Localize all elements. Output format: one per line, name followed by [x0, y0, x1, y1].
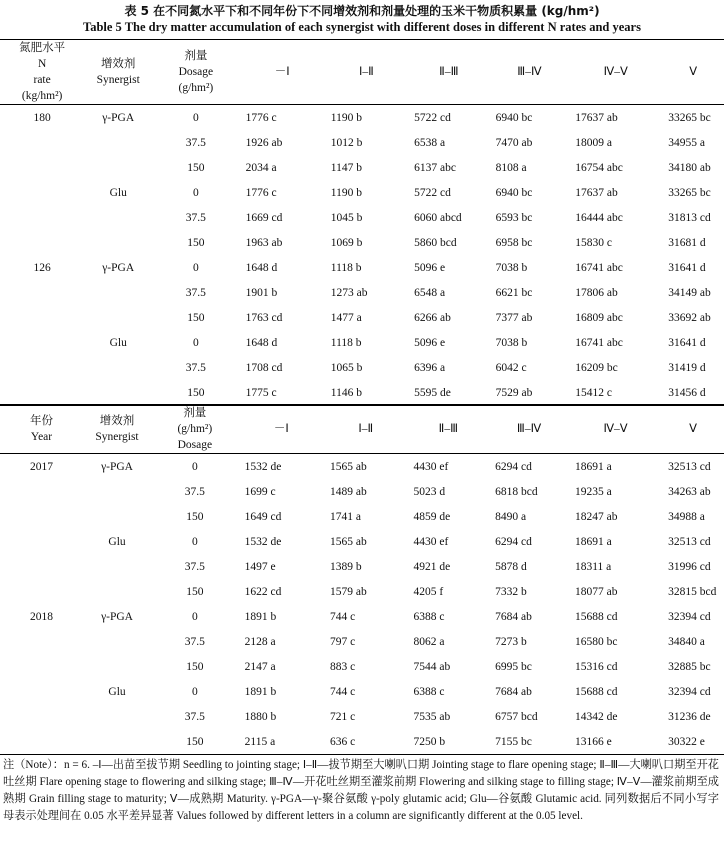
cell-dosage: 37.5	[184, 485, 205, 498]
header-stage: Ⅳ–Ⅴ	[603, 423, 628, 435]
cell-value: 1708 cd	[245, 361, 283, 374]
cell-value: 17637 ab	[575, 111, 618, 124]
cell-value: 32513 cd	[668, 535, 711, 548]
cell-group	[0, 729, 83, 755]
cell-value: 883 c	[330, 660, 356, 673]
cell-value: 6294 cd	[495, 460, 532, 473]
cell-dosage: 0	[191, 535, 198, 548]
header-synergist: 增效剂 Synergist	[95, 415, 139, 443]
header-year: 年份 Year	[30, 415, 54, 443]
cell-value: 33265 bc	[668, 111, 711, 124]
cell-value: 1118 b	[330, 261, 362, 274]
cell-group	[0, 479, 83, 504]
cell-value: 1477 a	[330, 311, 362, 324]
cell-value: 7038 b	[495, 261, 528, 274]
cell-value: 1741 a	[330, 510, 361, 523]
cell-dosage: 150	[186, 585, 204, 598]
cell-group	[0, 654, 83, 679]
cell-value: 1273 ab	[330, 286, 368, 299]
table-row	[0, 729, 724, 755]
cell-value: 14342 de	[574, 710, 618, 723]
cell-value: 2115 a	[244, 735, 276, 748]
cell-value: 34988 a	[668, 510, 705, 523]
cell-value: 31641 d	[668, 336, 706, 349]
header-stage: Ⅲ–Ⅳ	[517, 66, 542, 78]
cell-value: 6818 bcd	[495, 485, 538, 498]
cell-value: 7470 ab	[495, 136, 533, 149]
cell-value: 31813 cd	[668, 211, 711, 224]
cell-value: 6940 bc	[495, 186, 533, 199]
cell-value: 6388 c	[413, 610, 445, 623]
cell-group	[0, 704, 83, 729]
cell-value: 15830 c	[575, 236, 612, 249]
cell-value: 32885 bc	[668, 660, 711, 673]
cell-group: 126	[33, 261, 51, 274]
cell-value: 1926 ab	[245, 136, 283, 149]
cell-value: 32394 cd	[668, 685, 711, 698]
cell-value: 18311 a	[574, 560, 612, 573]
cell-value: 5860 bcd	[414, 236, 457, 249]
header-stage: Ⅲ–Ⅳ	[516, 423, 542, 435]
header-dosage: 剂量 Dosage (g/hm²)	[178, 50, 214, 94]
cell-synergist	[84, 355, 152, 380]
cell-value: 16809 abc	[575, 311, 623, 324]
table-title-en: Table 5 The dry matter accumulation of each synergist with different doses in different N rates and years	[83, 20, 641, 34]
cell-value: 1699 c	[244, 485, 276, 498]
cell-value: 7544 ab	[413, 660, 451, 673]
cell-dosage: 0	[192, 186, 199, 199]
cell-value: 1118 b	[330, 336, 362, 349]
cell-value: 1669 cd	[245, 211, 283, 224]
cell-value: 8062 a	[413, 635, 445, 648]
table-row	[0, 305, 724, 330]
header-dosage: 剂量 (g/hm²) Dosage	[177, 407, 213, 451]
cell-value: 5096 e	[414, 336, 446, 349]
cell-value: 4430 ef	[413, 535, 449, 548]
header-synergist: 增效剂 Synergist	[96, 58, 140, 86]
cell-group	[0, 130, 84, 155]
cell-value: 7684 ab	[495, 610, 532, 623]
cell-value: 744 c	[330, 685, 356, 698]
cell-value: 8490 a	[495, 510, 527, 523]
cell-value: 1775 c	[245, 386, 277, 399]
table-row	[0, 554, 724, 579]
table-title-cn: 表 5 在不同氮水平下和不同年份下不同增效剂和剂量处理的玉米干物质积累量 (kg/hm²)	[124, 4, 600, 18]
cell-value: 19235 a	[574, 485, 612, 498]
cell-value: 744 c	[330, 610, 356, 623]
cell-dosage: 150	[187, 386, 205, 399]
cell-value: 1649 cd	[244, 510, 282, 523]
cell-synergist	[84, 280, 152, 305]
cell-synergist: Glu	[109, 336, 127, 349]
cell-value: 15688 cd	[574, 685, 618, 698]
header-stage: Ⅱ–Ⅲ	[439, 66, 459, 78]
cell-dosage: 37.5	[185, 286, 206, 299]
cell-synergist	[84, 130, 152, 155]
cell-value: 1489 ab	[330, 485, 367, 498]
cell-value: 33265 bc	[668, 186, 711, 199]
cell-value: 1891 b	[244, 610, 277, 623]
cell-value: 1069 b	[330, 236, 363, 249]
cell-synergist: Glu	[108, 535, 126, 548]
cell-synergist	[83, 629, 151, 654]
cell-dosage: 150	[186, 510, 204, 523]
cell-value: 4859 de	[413, 510, 451, 523]
cell-group	[0, 629, 83, 654]
cell-value: 6060 abcd	[414, 211, 462, 224]
cell-group	[0, 679, 83, 704]
cell-value: 6548 a	[414, 286, 446, 299]
cell-synergist	[84, 380, 152, 406]
cell-value: 6940 bc	[495, 111, 533, 124]
cell-value: 797 c	[330, 635, 356, 648]
cell-value: 34149 ab	[668, 286, 711, 299]
table-row	[0, 255, 724, 280]
cell-synergist: Glu	[109, 186, 127, 199]
header-n-rate: 氮肥水平 N rate (kg/hm²)	[19, 42, 66, 102]
table-row	[0, 230, 724, 255]
table-footnote: 注（Note）：n = 6. –Ⅰ—出苗至拔节期 Seedling to jointing stage; Ⅰ–Ⅱ—拔节期至大喇叭口期 Jointing stage to flare opening stage; Ⅱ–Ⅲ—大喇叭口期至开花吐丝期 Flare opening stage to flowering and silking stage; Ⅲ–Ⅳ—开花吐丝期至灌浆前期 Flowering and silking stage to filling stage; Ⅳ–Ⅴ—灌浆前期至成熟期 Grain filling stage to maturity; Ⅴ—成熟期 Maturity. γ-PGA—γ-聚谷氨酸 γ-poly glutamic acid; Glu—谷氨酸 Glutamic acid. 同列数据后不同小写字母表示处理间在 0.05 水平差异显著 Values followed by different letters in a column are significantly different at the 0.05 level.	[3, 759, 719, 822]
cell-group	[0, 355, 84, 380]
cell-value: 31996 cd	[668, 560, 711, 573]
cell-value: 15412 c	[575, 386, 612, 399]
cell-value: 1497 e	[244, 560, 276, 573]
cell-value: 1190 b	[330, 111, 362, 124]
cell-value: 1648 d	[245, 261, 278, 274]
cell-group	[0, 380, 84, 406]
cell-value: 1389 b	[330, 560, 362, 573]
table-row	[0, 704, 724, 729]
table-row	[0, 679, 724, 704]
cell-value: 1763 cd	[245, 311, 283, 324]
table-row	[0, 454, 724, 480]
header-stage: Ⅱ–Ⅲ	[438, 423, 458, 435]
cell-value: 17637 ab	[575, 186, 618, 199]
cell-synergist	[83, 554, 151, 579]
cell-group	[0, 205, 84, 230]
cell-value: 16754 abc	[575, 161, 623, 174]
cell-synergist	[84, 305, 152, 330]
header-stage: Ⅰ–Ⅱ	[358, 423, 374, 435]
cell-value: 1622 cd	[244, 585, 282, 598]
cell-group: 2017	[30, 460, 54, 473]
cell-value: 5023 d	[413, 485, 446, 498]
cell-value: 1190 b	[330, 186, 362, 199]
table-row	[0, 155, 724, 180]
cell-value: 18691 a	[574, 535, 612, 548]
cell-value: 34180 ab	[668, 161, 711, 174]
cell-value: 4430 ef	[413, 460, 449, 473]
cell-dosage: 37.5	[185, 361, 206, 374]
table-row	[0, 504, 724, 529]
cell-value: 6042 c	[495, 361, 527, 374]
cell-value: 7377 ab	[495, 311, 533, 324]
cell-synergist: γ-PGA	[102, 261, 135, 274]
cell-value: 31419 d	[668, 361, 706, 374]
cell-value: 1565 ab	[330, 535, 367, 548]
table-row	[0, 654, 724, 679]
cell-group	[0, 504, 83, 529]
cell-value: 32815 bcd	[668, 585, 717, 598]
cell-value: 34955 a	[668, 136, 705, 149]
cell-synergist: γ-PGA	[101, 610, 133, 623]
cell-value: 6995 bc	[495, 660, 532, 673]
cell-value: 7535 ab	[413, 710, 451, 723]
cell-value: 2034 a	[245, 161, 277, 174]
cell-value: 6538 a	[414, 136, 446, 149]
table-row	[0, 579, 724, 604]
cell-value: 636 c	[330, 735, 356, 748]
cell-value: 5878 d	[495, 560, 527, 573]
cell-value: 5595 de	[414, 386, 451, 399]
cell-synergist	[83, 704, 151, 729]
cell-value: 721 c	[330, 710, 356, 723]
cell-value: 16444 abc	[575, 211, 623, 224]
table-n-rate	[0, 39, 724, 406]
cell-group	[0, 554, 83, 579]
table-row	[0, 330, 724, 355]
table-row	[0, 180, 724, 205]
cell-synergist	[83, 504, 151, 529]
cell-value: 6137 abc	[414, 161, 456, 174]
cell-value: 34840 a	[668, 635, 705, 648]
table-row	[0, 280, 724, 305]
cell-dosage: 37.5	[185, 211, 206, 224]
cell-value: 1532 de	[244, 460, 282, 473]
cell-dosage: 150	[187, 311, 205, 324]
cell-value: 15688 cd	[574, 610, 618, 623]
table-row	[0, 529, 724, 554]
cell-value: 32394 cd	[668, 610, 711, 623]
cell-synergist: γ-PGA	[102, 111, 135, 124]
cell-value: 6958 bc	[495, 236, 533, 249]
cell-value: 7684 ab	[495, 685, 532, 698]
cell-dosage: 37.5	[184, 560, 205, 573]
cell-value: 32513 cd	[668, 460, 711, 473]
cell-value: 1045 b	[330, 211, 363, 224]
cell-value: 6593 bc	[495, 211, 533, 224]
cell-value: 1963 ab	[245, 236, 283, 249]
cell-value: 1146 b	[330, 386, 362, 399]
cell-value: 1565 ab	[330, 460, 367, 473]
table-row	[0, 604, 724, 629]
table-row	[0, 380, 724, 406]
cell-dosage: 37.5	[185, 136, 206, 149]
cell-synergist	[83, 479, 151, 504]
cell-value: 5722 cd	[414, 186, 451, 199]
cell-synergist	[83, 729, 151, 755]
cell-value: 16741 abc	[575, 261, 623, 274]
cell-synergist	[83, 579, 151, 604]
cell-dosage: 0	[191, 685, 198, 698]
cell-value: 31236 de	[668, 710, 711, 723]
header-stage: Ⅴ	[689, 66, 698, 78]
table-row	[0, 355, 724, 380]
cell-value: 1776 c	[245, 186, 277, 199]
cell-dosage: 0	[192, 261, 199, 274]
cell-dosage: 150	[187, 161, 205, 174]
cell-value: 6294 cd	[495, 535, 532, 548]
cell-value: 18691 a	[574, 460, 612, 473]
cell-value: 2128 a	[244, 635, 276, 648]
cell-dosage: 150	[186, 660, 204, 673]
cell-value: 5722 cd	[414, 111, 451, 124]
cell-value: 18077 ab	[574, 585, 618, 598]
cell-synergist: Glu	[108, 685, 126, 698]
cell-value: 34263 ab	[668, 485, 711, 498]
header-stage: Ⅰ–Ⅱ	[359, 66, 374, 78]
cell-group	[0, 155, 84, 180]
cell-group	[0, 305, 84, 330]
cell-value: 6757 bcd	[495, 710, 538, 723]
cell-value: 2147 a	[244, 660, 276, 673]
cell-dosage: 0	[191, 460, 198, 473]
cell-value: 6621 bc	[495, 286, 533, 299]
cell-dosage: 150	[187, 236, 205, 249]
cell-value: 7332 b	[495, 585, 527, 598]
header-stage: －Ⅰ	[273, 423, 289, 435]
cell-value: 7155 bc	[495, 735, 532, 748]
header-stage: －Ⅰ	[274, 66, 290, 78]
table-row	[0, 629, 724, 654]
cell-value: 17806 ab	[575, 286, 618, 299]
cell-synergist	[84, 205, 152, 230]
cell-value: 8108 a	[495, 161, 527, 174]
header-stage: Ⅳ–Ⅴ	[603, 66, 628, 78]
cell-synergist: γ-PGA	[101, 460, 133, 473]
cell-dosage: 0	[192, 336, 199, 349]
cell-group	[0, 330, 84, 355]
cell-value: 1648 d	[245, 336, 278, 349]
cell-group: 180	[33, 111, 51, 124]
cell-value: 1891 b	[244, 685, 277, 698]
cell-value: 31681 d	[668, 236, 706, 249]
cell-value: 1532 de	[244, 535, 282, 548]
table-row	[0, 130, 724, 155]
cell-value: 13166 e	[574, 735, 612, 748]
table-year	[0, 404, 724, 755]
cell-group	[0, 280, 84, 305]
cell-value: 1147 b	[330, 161, 362, 174]
cell-value: 6266 ab	[414, 311, 451, 324]
cell-dosage: 37.5	[184, 635, 205, 648]
cell-group	[0, 180, 84, 205]
cell-value: 7038 b	[495, 336, 528, 349]
cell-value: 31456 d	[668, 386, 706, 399]
cell-dosage: 150	[186, 735, 204, 748]
cell-group	[0, 230, 84, 255]
cell-dosage: 37.5	[184, 710, 205, 723]
cell-group: 2018	[30, 610, 54, 623]
header-stage: Ⅴ	[689, 423, 698, 435]
cell-group	[0, 529, 83, 554]
cell-value: 33692 ab	[668, 311, 711, 324]
cell-value: 6388 c	[413, 685, 445, 698]
cell-value: 1776 c	[245, 111, 277, 124]
cell-dosage: 0	[192, 111, 199, 124]
cell-value: 1901 b	[245, 286, 278, 299]
cell-synergist	[83, 654, 151, 679]
cell-value: 18247 ab	[574, 510, 618, 523]
cell-value: 4205 f	[413, 585, 444, 598]
table-row	[0, 205, 724, 230]
cell-value: 31641 d	[668, 261, 706, 274]
cell-value: 16209 bc	[575, 361, 618, 374]
cell-dosage: 0	[191, 610, 198, 623]
cell-value: 15316 cd	[574, 660, 618, 673]
table-row	[0, 479, 724, 504]
cell-value: 18009 a	[575, 136, 612, 149]
cell-value: 7529 ab	[495, 386, 533, 399]
cell-value: 5096 e	[414, 261, 446, 274]
table-row	[0, 105, 724, 131]
cell-value: 7273 b	[495, 635, 527, 648]
cell-value: 6396 a	[414, 361, 446, 374]
cell-value: 7250 b	[413, 735, 446, 748]
cell-synergist	[84, 155, 152, 180]
cell-value: 1880 b	[244, 710, 277, 723]
cell-value: 30322 e	[668, 735, 705, 748]
cell-value: 1012 b	[330, 136, 363, 149]
cell-value: 1065 b	[330, 361, 363, 374]
cell-value: 16741 abc	[575, 336, 623, 349]
cell-synergist	[84, 230, 152, 255]
cell-group	[0, 579, 83, 604]
cell-value: 4921 de	[413, 560, 451, 573]
cell-value: 1579 ab	[330, 585, 367, 598]
cell-value: 16580 bc	[574, 635, 618, 648]
